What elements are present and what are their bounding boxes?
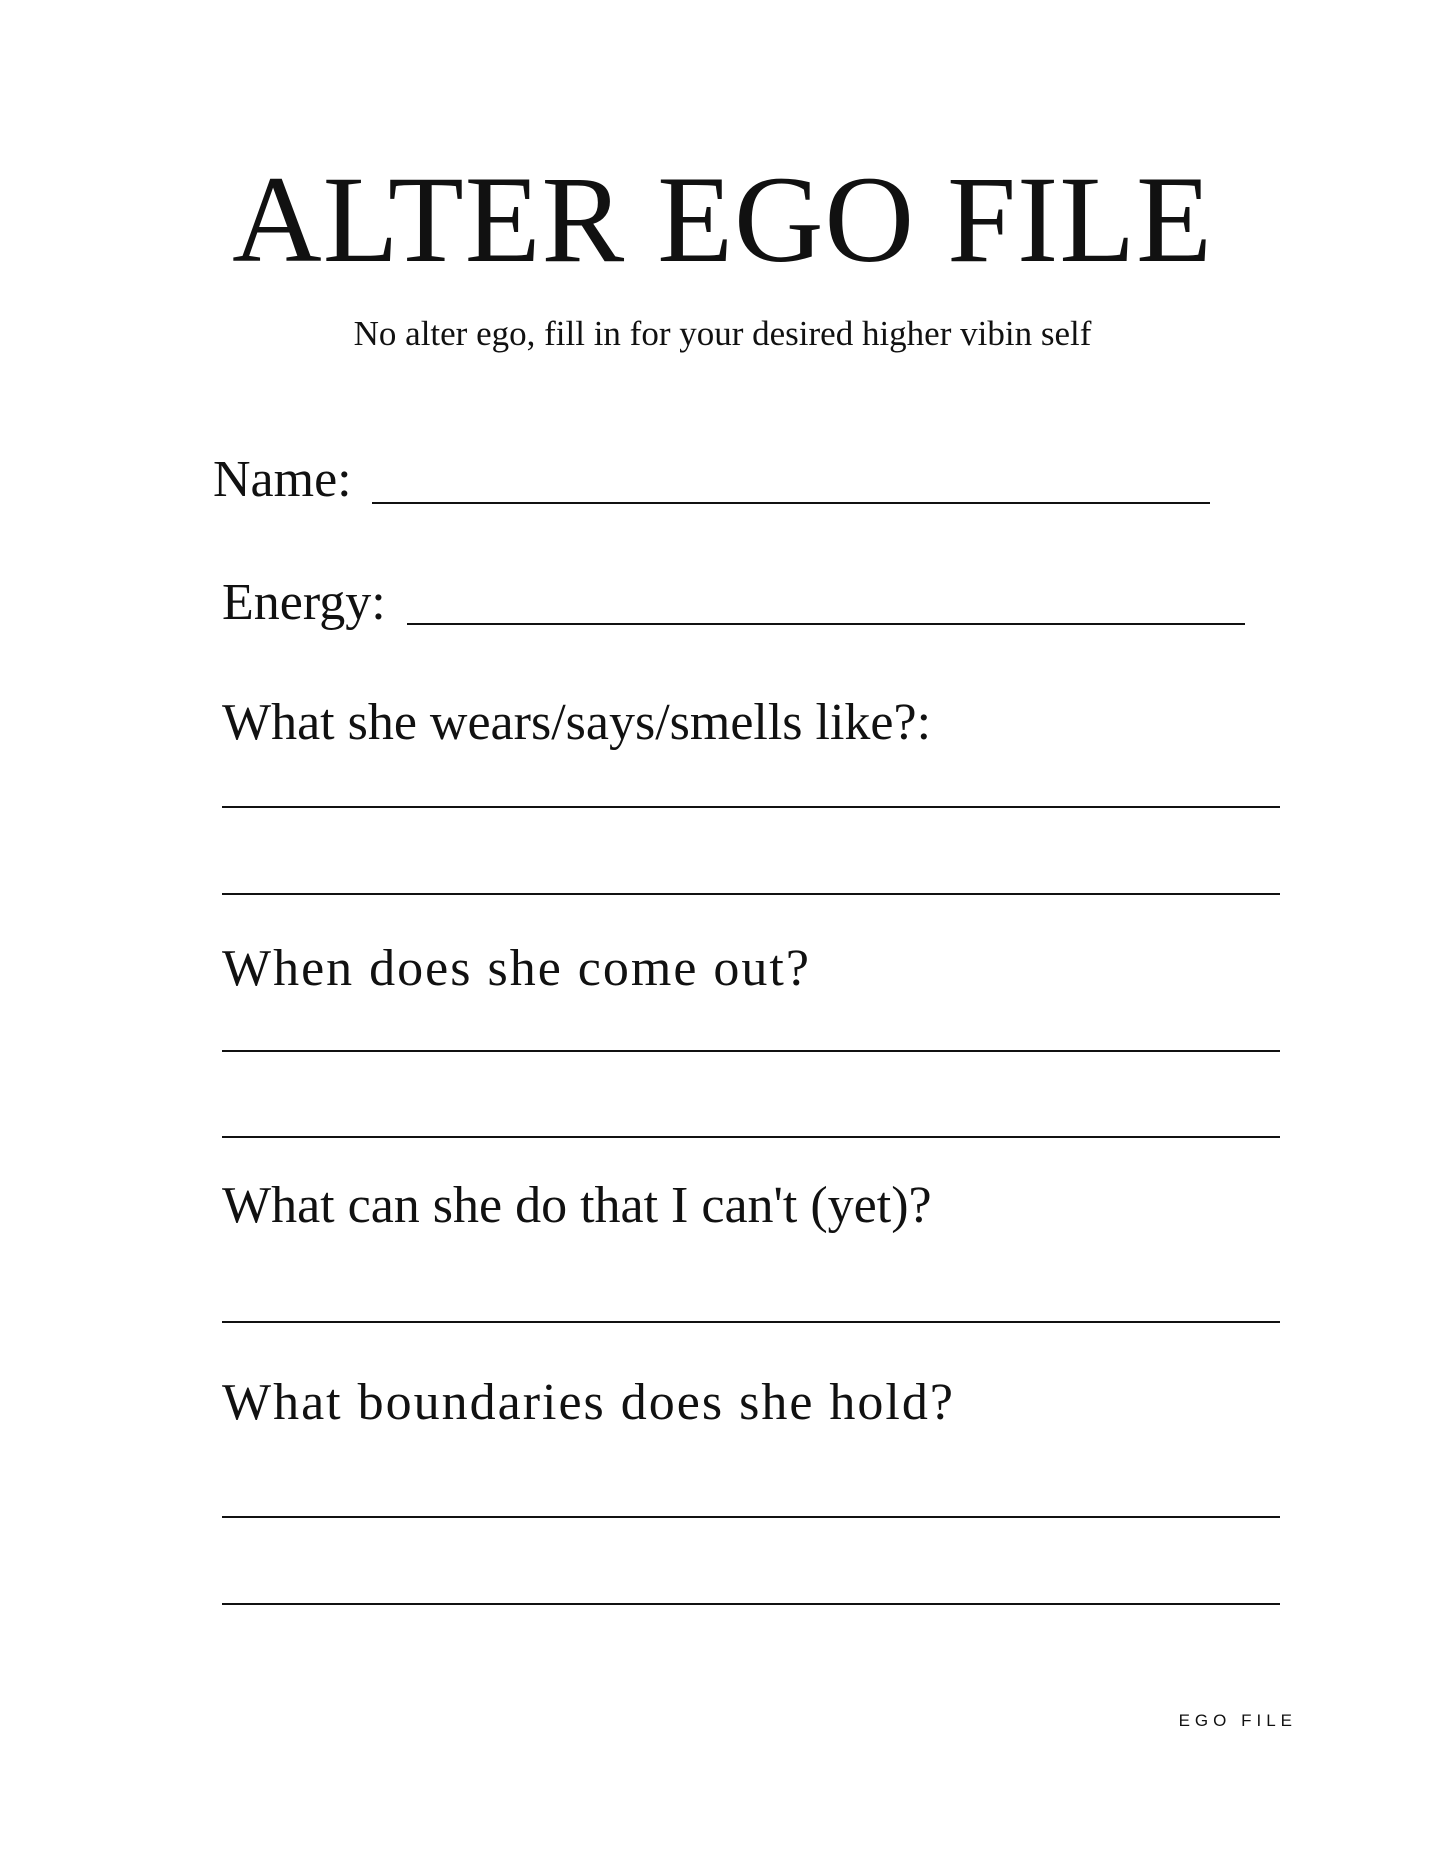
boundaries-answer-line-2[interactable] [222, 1603, 1280, 1605]
when-answer-line-2[interactable] [222, 1136, 1280, 1138]
when-answer-line-1[interactable] [222, 1050, 1280, 1052]
boundaries-answer-line-1[interactable] [222, 1516, 1280, 1518]
name-label: Name: [213, 451, 352, 508]
energy-field-line[interactable] [407, 623, 1245, 625]
name-field-line[interactable] [372, 502, 1210, 504]
boundaries-label: What boundaries does she hold? [222, 1374, 955, 1431]
can-do-label: What can she do that I can't (yet)? [222, 1177, 932, 1234]
footer-label: EGO FILE [1178, 1711, 1297, 1730]
page-title: ALTER EGO FILE [232, 151, 1213, 288]
page-subtitle: No alter ego, fill in for your desired higher vibin self [353, 314, 1092, 353]
when-label: When does she come out? [222, 940, 811, 997]
can-do-answer-line[interactable] [222, 1321, 1280, 1323]
wears-answer-line-1[interactable] [222, 806, 1280, 808]
wears-answer-line-2[interactable] [222, 893, 1280, 895]
wears-label: What she wears/says/smells like?: [222, 694, 932, 751]
energy-label: Energy: [222, 574, 386, 631]
